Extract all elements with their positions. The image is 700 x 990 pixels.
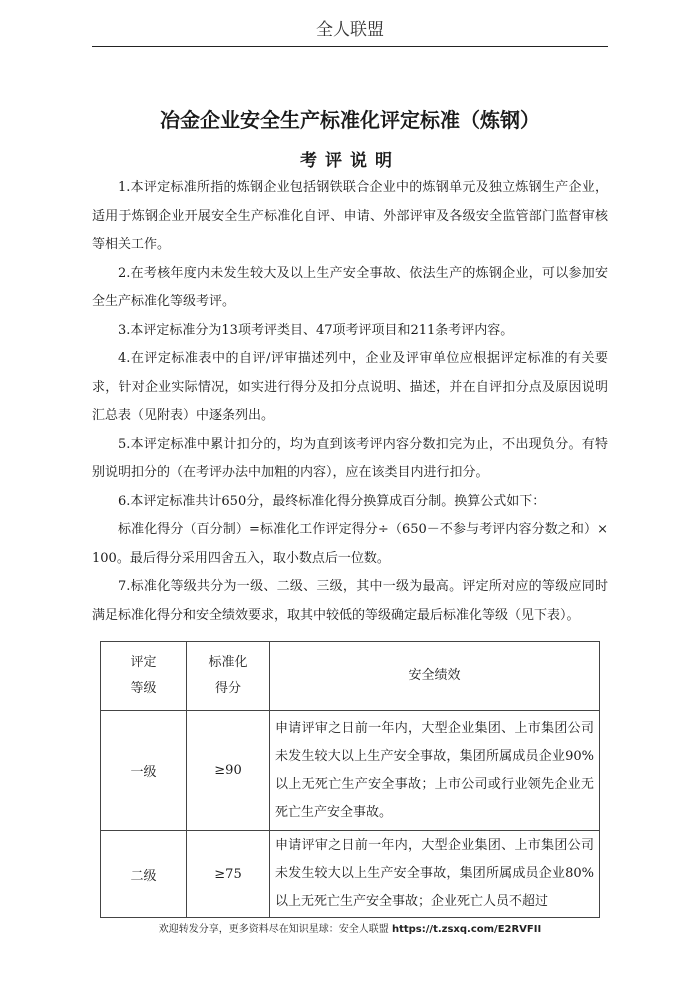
footer-text: 欢迎转发分享，更多资料尽在知识星球：安全人联盟 xyxy=(158,924,392,935)
cell-level: 一级 xyxy=(101,711,187,831)
paragraph-6: 6.本评定标准共计650分，最终标准化得分换算成百分制。换算公式如下： xyxy=(118,493,546,509)
grade-table xyxy=(100,641,600,918)
cell-level: 二级 xyxy=(101,831,187,918)
cell-score: ≥75 xyxy=(187,831,270,918)
header-level-line2: 等级 xyxy=(130,681,157,696)
header-text: 全人联盟 xyxy=(316,20,384,40)
table-header-row xyxy=(101,642,600,711)
table-row xyxy=(101,711,600,831)
paragraph-5: 5.本评定标准中累计扣分的，均为直到该考评内容分数扣完为止，不出现负分。有特别说明扣分的（在考评办法中加粗的内容），应在该类目内进行扣分。 xyxy=(92,436,608,480)
header-level xyxy=(101,642,187,711)
paragraph-2: 2.在考核年度内未发生较大及以上生产安全事故、依法生产的炼钢企业，可以参加安全生产标准化等级考评。 xyxy=(92,265,608,309)
document-body xyxy=(92,174,608,630)
header-score-line2: 得分 xyxy=(214,681,241,696)
paragraph-3: 3.本评定标准分为13项考评类目、47项考评项目和211条考评内容。 xyxy=(118,322,514,338)
header-score xyxy=(187,642,270,711)
paragraph-1: 1.本评定标准所指的炼钢企业包括钢铁联合企业中的炼钢单元及独立炼钢生产企业，适用于炼钢企业开展安全生产标准化自评、申请、外部评审及各级安全监管部门监督审核等相关工作。 xyxy=(92,180,608,252)
document-title: 冶金企业安全生产标准化评定标准（炼钢） xyxy=(160,108,540,132)
table-row xyxy=(101,831,600,918)
header-performance: 安全绩效 xyxy=(270,642,600,711)
header-level-line1: 评定 xyxy=(130,655,157,670)
cell-performance: 申请评审之日前一年内，大型企业集团、上市集团公司未发生较大以上生产安全事故，集团所属成员企业90%以上无死亡生产安全事故；上市公司或行业领先企业无死亡生产安全事故。 xyxy=(270,711,600,831)
paragraph-4: 4.在评定标准表中的自评/评审描述列中，企业及评审单位应根据评定标准的有关要求，针对企业实际情况，如实进行得分及扣分点说明、描述，并在自评扣分点及原因说明汇总表（见附表）中逐条列出。 xyxy=(92,351,608,423)
page-header xyxy=(92,16,608,47)
paragraph-7: 7.标准化等级共分为一级、二级、三级，其中一级为最高。评定所对应的等级应同时满足标准化得分和安全绩效要求，取其中较低的等级确定最后标准化等级（见下表）。 xyxy=(92,579,608,623)
paragraph-formula: 标准化得分（百分制）=标准化工作评定得分÷（650－不参与考评内容分数之和）×100。最后得分采用四舍五入，取小数点后一位数。 xyxy=(92,522,608,566)
footer-link[interactable]: https://t.zsxq.com/E2RVFII xyxy=(391,924,542,935)
page-footer xyxy=(0,920,700,935)
document-subtitle: 考评说明 xyxy=(300,151,400,171)
cell-performance: 申请评审之日前一年内，大型企业集团、上市集团公司未发生较大以上生产安全事故，集团所属成员企业80%以上无死亡生产安全事故；企业死亡人员不超过 xyxy=(270,831,600,918)
header-score-line1: 标准化 xyxy=(208,655,248,670)
cell-score: ≥90 xyxy=(187,711,270,831)
